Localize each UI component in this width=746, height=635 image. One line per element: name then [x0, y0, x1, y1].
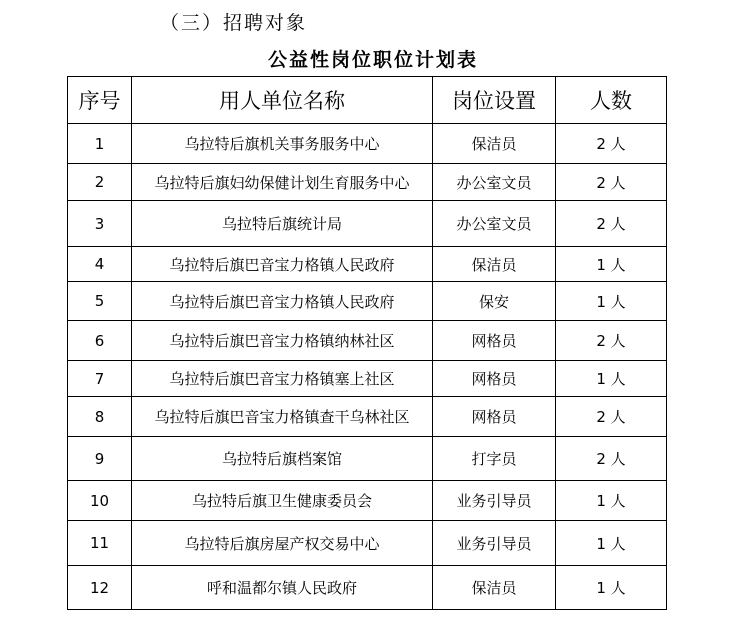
cell-number: 11 [68, 521, 132, 566]
table-row [68, 247, 667, 282]
cell-unit: 乌拉特后旗机关事务服务中心 [132, 124, 433, 164]
cell-post: 打字员 [433, 437, 556, 481]
header-number: 序号 [68, 77, 132, 124]
cell-number: 4 [68, 247, 132, 282]
cell-count: 2 人 [556, 397, 667, 437]
cell-count: 1 人 [556, 566, 667, 610]
cell-unit: 乌拉特后旗巴音宝力格镇塞上社区 [132, 361, 433, 397]
cell-post: 业务引导员 [433, 481, 556, 521]
table-row [68, 397, 667, 437]
cell-count: 1 人 [556, 361, 667, 397]
cell-post: 保洁员 [433, 247, 556, 282]
cell-count: 2 人 [556, 437, 667, 481]
cell-count: 1 人 [556, 282, 667, 321]
cell-post: 保洁员 [433, 566, 556, 610]
table-row [68, 521, 667, 566]
cell-post: 办公室文员 [433, 201, 556, 247]
cell-unit: 乌拉特后旗妇幼保健计划生育服务中心 [132, 164, 433, 201]
cell-unit: 乌拉特后旗巴音宝力格镇人民政府 [132, 247, 433, 282]
cell-post: 网格员 [433, 397, 556, 437]
cell-unit: 乌拉特后旗卫生健康委员会 [132, 481, 433, 521]
cell-number: 9 [68, 437, 132, 481]
cell-post: 网格员 [433, 321, 556, 361]
header-post: 岗位设置 [433, 77, 556, 124]
cell-count: 2 人 [556, 164, 667, 201]
cell-post: 网格员 [433, 361, 556, 397]
table-row [68, 201, 667, 247]
table-title: 公益性岗位职位计划表 [267, 49, 478, 71]
cell-number: 3 [68, 201, 132, 247]
cell-count: 2 人 [556, 124, 667, 164]
cell-count: 2 人 [556, 321, 667, 361]
cell-number: 2 [68, 164, 132, 201]
table-row [68, 481, 667, 521]
cell-unit: 乌拉特后旗巴音宝力格镇纳林社区 [132, 321, 433, 361]
cell-number: 10 [68, 481, 132, 521]
cell-unit: 乌拉特后旗巴音宝力格镇查干乌林社区 [132, 397, 433, 437]
position-plan-table [67, 76, 667, 610]
cell-unit: 乌拉特后旗巴音宝力格镇人民政府 [132, 282, 433, 321]
table-row [68, 361, 667, 397]
cell-number: 12 [68, 566, 132, 610]
table-row [68, 164, 667, 201]
table-row [68, 566, 667, 610]
cell-unit: 乌拉特后旗档案馆 [132, 437, 433, 481]
cell-post: 保洁员 [433, 124, 556, 164]
cell-number: 7 [68, 361, 132, 397]
cell-number: 8 [68, 397, 132, 437]
cell-unit: 乌拉特后旗统计局 [132, 201, 433, 247]
header-unit-name: 用人单位名称 [132, 77, 433, 124]
header-count: 人数 [556, 77, 667, 124]
table-row [68, 321, 667, 361]
cell-number: 1 [68, 124, 132, 164]
table-row [68, 437, 667, 481]
cell-post: 办公室文员 [433, 164, 556, 201]
table-row [68, 282, 667, 321]
cell-number: 6 [68, 321, 132, 361]
cell-count: 1 人 [556, 481, 667, 521]
cell-count: 1 人 [556, 247, 667, 282]
cell-number: 5 [68, 282, 132, 321]
section-heading: （三）招聘对象 [160, 12, 308, 34]
cell-count: 2 人 [556, 201, 667, 247]
cell-post: 业务引导员 [433, 521, 556, 566]
cell-count: 1 人 [556, 521, 667, 566]
cell-unit: 乌拉特后旗房屋产权交易中心 [132, 521, 433, 566]
cell-post: 保安 [433, 282, 556, 321]
table-row [68, 124, 667, 164]
cell-unit: 呼和温都尔镇人民政府 [132, 566, 433, 610]
table-header-row [68, 77, 667, 124]
